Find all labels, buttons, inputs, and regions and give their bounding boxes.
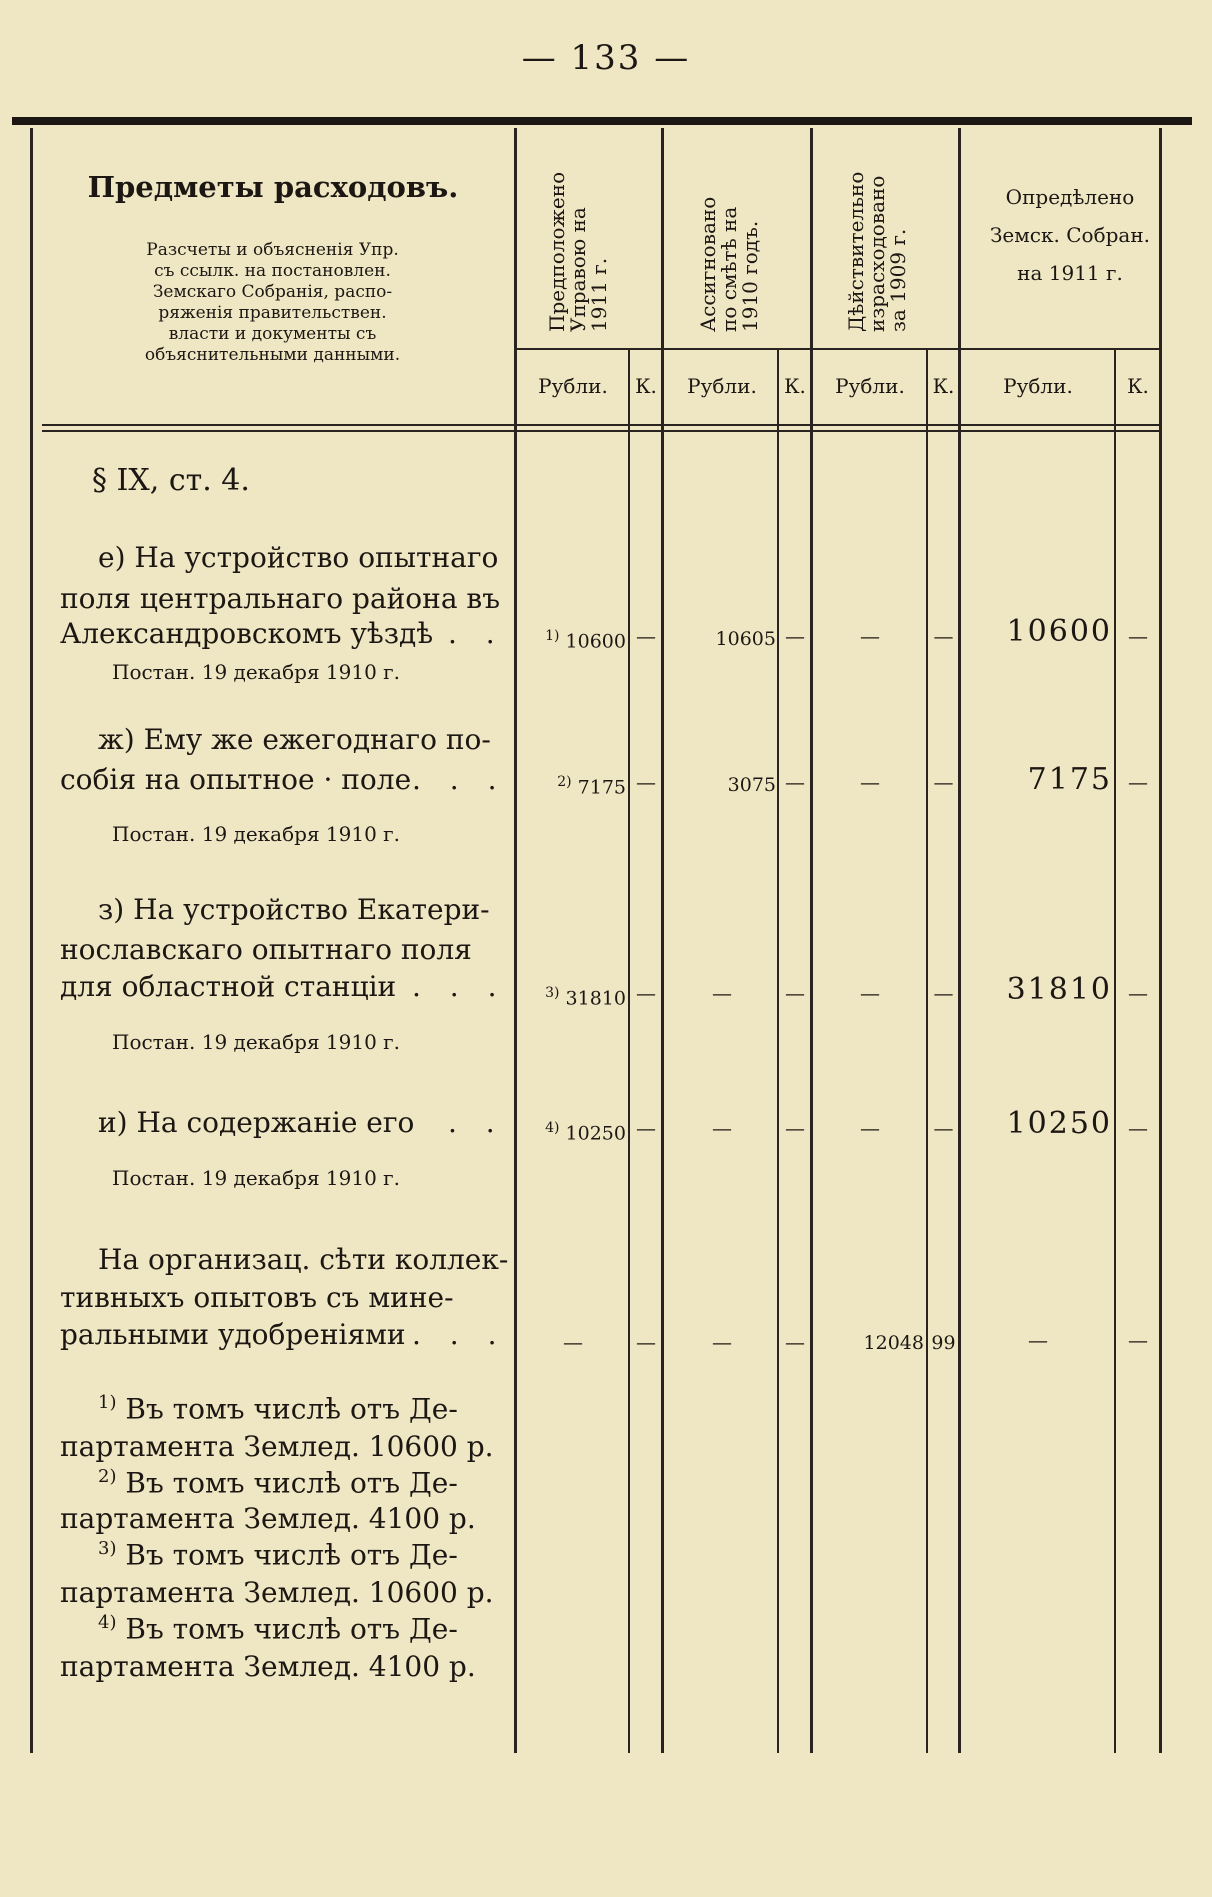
spent-value: —	[860, 981, 880, 1005]
col1-border	[514, 128, 517, 1753]
kop-value: —	[785, 981, 805, 1005]
rubli-label: Рубли.	[687, 374, 757, 398]
item-text: тивныхъ опытовъ съ мине-	[60, 1281, 454, 1314]
col3-kop-border	[926, 350, 928, 1753]
kop-value: —	[1128, 770, 1148, 794]
resolution-note: Постан. 19 декабря 1910 г.	[112, 822, 401, 846]
proposed-value: $^{4)}$ 10250	[545, 1120, 626, 1145]
kop-value: —	[636, 770, 656, 794]
item-text: и) На содержаніе его	[98, 1106, 415, 1139]
col2-border	[661, 128, 664, 1753]
spent-value: —	[860, 624, 880, 648]
column-header-proposed: Предположено Управою на 1911 г.	[545, 171, 611, 332]
rubli-label: Рубли.	[835, 374, 905, 398]
kop-label: К.	[635, 374, 657, 398]
kop-value: —	[785, 624, 805, 648]
footnote-line: $^{2)}$ Въ томъ числѣ отъ Де-	[98, 1466, 458, 1500]
rubli-label: Рубли.	[538, 374, 608, 398]
kop-value: —	[785, 1330, 805, 1354]
kop-label: К.	[932, 374, 955, 398]
footnote-mark: 3)	[98, 1538, 117, 1559]
footnote-line: партамента Землед. 4100 р.	[60, 1650, 476, 1683]
determined-value: 10250	[1006, 1106, 1112, 1141]
footnote-line: партамента Землед. 10600 р.	[60, 1576, 494, 1609]
table-right-border	[1159, 128, 1162, 1753]
resolution-note: Постан. 19 декабря 1910 г.	[112, 660, 401, 684]
kop-value: —	[933, 981, 954, 1005]
col4-border	[958, 128, 961, 1753]
kop-value: —	[785, 1116, 805, 1140]
item-text: ж) Ему же ежегоднаго по-	[98, 723, 491, 756]
determined-value: 31810	[1006, 972, 1112, 1007]
leader-dots: . .	[448, 1106, 505, 1139]
page-number: — 133 —	[521, 38, 691, 78]
header-subtitle: Разсчеты и объясненія Упр. съ ссылк. на постановлен. Земскаго Собранія, распо- ряженія правительствен. власти и документы съ объяснительными данными.	[144, 240, 401, 365]
footnote-mark: 1)	[98, 1392, 117, 1413]
footnote-line: $^{1)}$ Въ томъ числѣ отъ Де-	[98, 1392, 458, 1426]
kop-value: —	[1128, 1328, 1148, 1352]
unit-row-rule	[514, 348, 1159, 350]
footnote-line: партамента Землед. 4100 р.	[60, 1502, 476, 1535]
assigned-value: 3075	[727, 774, 776, 796]
kop-value: —	[636, 981, 656, 1005]
determined-value: 10600	[1006, 614, 1112, 649]
item-text: На организац. сѣти коллек-	[98, 1243, 509, 1276]
rubli-label: Рубли.	[1003, 374, 1073, 398]
kop-value: —	[785, 770, 805, 794]
determined-value: —	[1028, 1328, 1048, 1352]
item-text: Александровскомъ уѣздѣ	[60, 617, 434, 650]
kop-value: —	[1128, 624, 1148, 648]
assigned-value: 10605	[715, 628, 776, 650]
kop-value: —	[933, 624, 954, 648]
leader-dots: . . .	[412, 1318, 507, 1351]
proposed-value: —	[563, 1330, 583, 1354]
table-left-border	[30, 128, 33, 1753]
spent-value: —	[860, 1116, 880, 1140]
leader-dots: . .	[448, 617, 505, 650]
spent-value: —	[860, 770, 880, 794]
spent-value: 12048	[863, 1332, 924, 1354]
column-header-determined: Опредѣлено Земск. Собран. на 1911 г.	[989, 185, 1151, 285]
leader-dots: . . .	[412, 970, 507, 1003]
footnote-line: $^{4)}$ Въ томъ числѣ отъ Де-	[98, 1612, 458, 1646]
top-rule	[12, 117, 1192, 125]
leader-dots: . . .	[412, 763, 507, 796]
footnote-mark: 2)	[98, 1466, 117, 1487]
header-title: Предметы расходовъ.	[87, 170, 459, 204]
proposed-value: $^{2)}$ 7175	[557, 774, 626, 799]
item-text: е) На устройство опытнаго	[98, 541, 499, 574]
determined-value: 7175	[1027, 762, 1112, 797]
footnote-line: партамента Землед. 10600 р.	[60, 1430, 494, 1463]
kop-value: —	[933, 770, 954, 794]
item-text: нославскаго опытнаго поля	[60, 933, 472, 966]
kop-value: —	[636, 624, 656, 648]
kop-value: —	[1128, 1116, 1148, 1140]
kop-value: —	[636, 1330, 656, 1354]
kop-value: —	[1128, 981, 1148, 1005]
footnote-line: $^{3)}$ Въ томъ числѣ отъ Де-	[98, 1538, 458, 1572]
item-text: ральными удобреніями	[60, 1318, 406, 1351]
kop-label: К.	[784, 374, 806, 398]
column-header-spent: Дѣйствительно израсходовано за 1909 г.	[844, 171, 910, 332]
column-header-assigned: Ассигновано по смѣтѣ на 1910 годъ.	[696, 196, 762, 332]
header-bottom-rule-2	[42, 430, 1162, 432]
resolution-note: Постан. 19 декабря 1910 г.	[112, 1166, 401, 1190]
kop-value: —	[933, 1116, 954, 1140]
item-text: для областной станціи	[60, 970, 397, 1003]
assigned-value: —	[712, 1116, 732, 1140]
col3-border	[810, 128, 813, 1753]
kop-value: 99	[931, 1332, 956, 1354]
kop-label: К.	[1127, 374, 1149, 398]
section-heading: § IX, ст. 4.	[92, 463, 250, 498]
resolution-note: Постан. 19 декабря 1910 г.	[112, 1030, 401, 1054]
kop-value: —	[636, 1116, 656, 1140]
proposed-value: $^{1)}$ 10600	[545, 628, 626, 653]
col1-kop-border	[628, 350, 630, 1753]
proposed-value: $^{3)}$ 31810	[545, 985, 626, 1010]
item-text: поля центральнаго района въ	[60, 582, 501, 615]
footnote-mark: 4)	[98, 1612, 117, 1633]
header-bottom-rule	[42, 424, 1162, 426]
col4-kop-border	[1114, 350, 1116, 1753]
col2-kop-border	[777, 350, 779, 1753]
item-text: з) На устройство Екатери-	[98, 893, 490, 926]
item-text: собія на опытное · поле	[60, 763, 412, 796]
assigned-value: —	[712, 1330, 732, 1354]
assigned-value: —	[712, 981, 732, 1005]
